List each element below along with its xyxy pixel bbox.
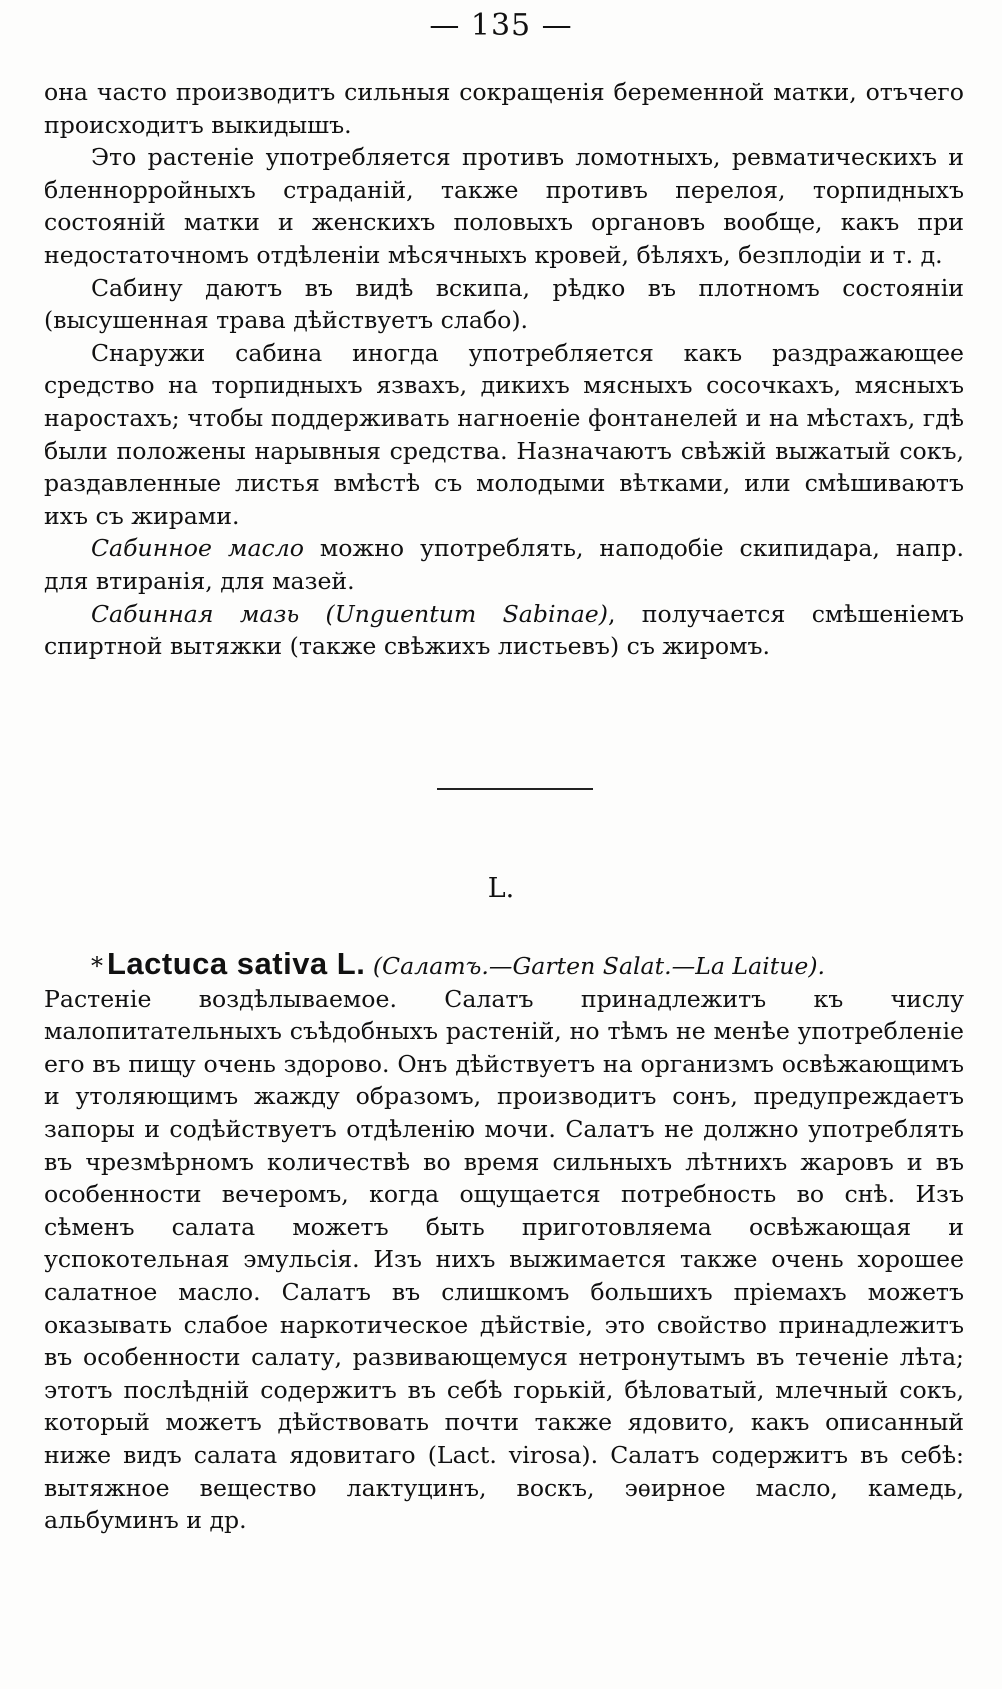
paragraph: [44, 76, 964, 141]
text-run: можно употреблять, наподобіе скипидара, напр. для втиранія, для мазей.: [44, 534, 964, 595]
asterisk-mark: *: [91, 952, 103, 980]
sabina-text-block: [44, 76, 964, 663]
paragraph: [44, 337, 964, 533]
latin-name: Lactuca sativa L.: [107, 946, 366, 981]
text-run: Это растеніе употребляется противъ ломотныхъ, ревматическихъ и бленнорройныхъ страданій, также противъ перелоя, торпидныхъ состояній матки и женскихъ половыхъ органовъ вообще, какъ при недостаточномъ отдѣленіи мѣсячныхъ кровей, бѣляхъ, безплодіи и т. д.: [44, 143, 964, 269]
entry-body: Растеніе воздѣлываемое. Салатъ принадлежитъ къ числу малопитательныхъ съѣдобныхъ растеній, но тѣмъ не менѣе употребленіе его въ пищу очень здорово. Онъ дѣйствуетъ на организмъ освѣжающимъ и утоляющимъ жажду образомъ, производитъ сонъ, предупреждаетъ запоры и содѣйствуетъ отдѣленію мочи. Салатъ не должно употреблять въ чрезмѣрномъ количествѣ во время сильныхъ лѣтнихъ жаровъ и въ особенности вечеромъ, когда ощущается потребность во снѣ. Изъ сѣменъ салата можетъ быть приготовляема освѣжающая и успокотельная эмульсія. Изъ нихъ выжимается также очень хорошее салатное масло. Салатъ въ слишкомъ большихъ пріемахъ можетъ оказывать слабое наркотическое дѣйствіе, это свойство принадлежитъ въ особенности салату, развивающемуся нетронутымъ въ теченіе лѣта; этотъ послѣдній содержитъ въ себѣ горькій, бѣловатый, млечный сокъ, который можетъ дѣйствовать почти также ядовито, какъ описанный ниже видъ салата ядовитаго (Lact. virosa). Салатъ содержитъ въ себѣ: вытяжное вещество лактуцинъ, воскъ, эѳирное масло, камедь, альбуминъ и др.: [44, 984, 964, 1535]
paragraph: [44, 598, 964, 663]
lactuca-entry: [44, 948, 964, 1537]
paragraph: [44, 532, 964, 597]
text-run: Снаружи сабина иногда употребляется какъ раздражающее средство на торпидныхъ язвахъ, дикихъ мясныхъ сосочкахъ, мясныхъ наростахъ; чтобы поддерживать нагноеніе фонтанелей и на мѣстахъ, гдѣ были положены нарывныя средства. Назначаютъ свѣжій выжатый сокъ, раздавленные листья вмѣстѣ съ молодыми вѣтками, или смѣшиваютъ ихъ съ жирами.: [44, 338, 964, 530]
common-names: (Салатъ.—Garten Salat.—La Laitue).: [372, 952, 826, 980]
entry-heading: [44, 948, 964, 983]
text-run: Сабину даютъ въ видѣ вскипа, рѣдко въ плотномъ состояніи (высушенная трава дѣйствуетъ слабо).: [44, 273, 964, 335]
text-run: она часто производитъ сильныя сокращенія беременной матки, отъчего происходитъ выкидышъ.: [44, 78, 964, 139]
section-letter: L.: [487, 873, 515, 904]
section-divider: [437, 788, 593, 790]
text-run: , получается смѣшеніемъ спиртной вытяжки (также свѣжихъ листьевъ) съ жиромъ.: [44, 599, 964, 661]
page-number: — 135 —: [429, 8, 573, 43]
paragraph: [44, 141, 964, 271]
italic-term: Сабинная мазь (Unguentum Sabinae): [91, 599, 608, 628]
italic-term: Сабинное масло: [91, 534, 304, 563]
paragraph: [44, 272, 964, 337]
